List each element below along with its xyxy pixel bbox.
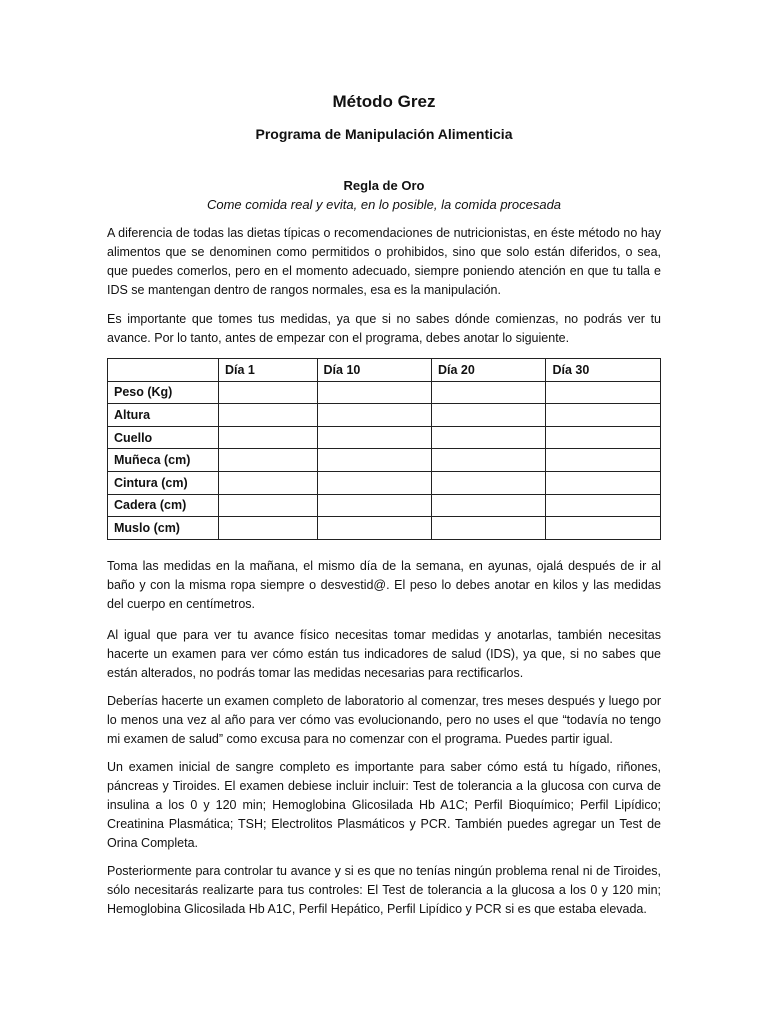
table-cell[interactable] — [219, 517, 318, 540]
table-cell[interactable] — [317, 404, 431, 427]
table-cell[interactable] — [546, 426, 661, 449]
table-cell[interactable] — [317, 381, 431, 404]
rule-title: Regla de Oro — [343, 178, 425, 193]
table-header-row — [108, 359, 661, 382]
table-cell[interactable] — [219, 404, 318, 427]
table-cell[interactable] — [546, 404, 661, 427]
measurements-table — [107, 358, 661, 540]
row-label: Peso (Kg) — [108, 381, 219, 404]
table-cell[interactable] — [432, 449, 546, 472]
table-cell[interactable] — [432, 517, 546, 540]
table-cell[interactable] — [546, 381, 661, 404]
row-label: Cintura (cm) — [108, 471, 219, 494]
table-header-cell: Día 30 — [546, 359, 661, 382]
document-title: Método Grez — [332, 92, 436, 111]
table-cell[interactable] — [432, 381, 546, 404]
table-cell[interactable] — [432, 426, 546, 449]
table-row — [108, 404, 661, 427]
table-cell[interactable] — [546, 449, 661, 472]
table-cell[interactable] — [317, 426, 431, 449]
table-row — [108, 426, 661, 449]
paragraph-instructions: Toma las medidas en la mañana, el mismo día de la semana, en ayunas, ojalá después de ir al baño y con la misma ropa siempre o desvestid@. El peso lo debes anotar en kilos y las medidas del cuerpo en centímetros. — [107, 559, 661, 611]
table-header-cell: Día 10 — [317, 359, 431, 382]
table-row — [108, 449, 661, 472]
table-cell[interactable] — [546, 471, 661, 494]
table-cell[interactable] — [219, 471, 318, 494]
table-row — [108, 471, 661, 494]
paragraph-intro: A diferencia de todas las dietas típicas o recomendaciones de nutricionistas, en éste método no hay alimentos que se denominen como permitidos o prohibidos, sino que solo están diferidos, o sea, que puedes comerlos, pero en el momento adecuado, siempre poniendo atención en que tu talla e IDS se mantengan dentro de rangos normales, esa es la manipulación. — [107, 226, 661, 297]
row-label: Cadera (cm) — [108, 494, 219, 517]
paragraph-blood-test: Un examen inicial de sangre completo es importante para saber cómo está tu hígado, riñones, páncreas y Tiroides. El examen debiese incluir incluir: Test de tolerancia a la glucosa con curva de insulina a los 0 y 120 min; Hemoglobina Glicosilada Hb A1C; Perfil Bioquímico; Perfil Lipídico; Creatinina Plasmática; TSH; Electrolitos Plasmáticos y PCR. También puedes agregar un Test de Orina Completa. — [107, 760, 661, 850]
row-label: Cuello — [108, 426, 219, 449]
table-cell[interactable] — [219, 426, 318, 449]
table-row — [108, 517, 661, 540]
row-label: Altura — [108, 404, 219, 427]
table-row — [108, 494, 661, 517]
table-cell[interactable] — [219, 494, 318, 517]
table-header-cell: Día 20 — [432, 359, 546, 382]
table-cell[interactable] — [317, 517, 431, 540]
paragraph-follow-up: Posteriormente para controlar tu avance y si es que no tenías ningún problema renal ni de Tiroides, sólo necesitarás realizarte para tus controles: El Test de tolerancia a la glucosa a los 0 y 120 min; Hemoglobina Glicosilada Hb A1C, Perfil Hepático, Perfil Lipídico y PCR si es que estaba elevada. — [107, 864, 661, 916]
table-cell[interactable] — [546, 517, 661, 540]
row-label: Muslo (cm) — [108, 517, 219, 540]
document-subtitle: Programa de Manipulación Alimenticia — [255, 126, 513, 142]
row-label: Muñeca (cm) — [108, 449, 219, 472]
rule-subtitle: Come comida real y evita, en lo posible, la comida procesada — [206, 197, 562, 212]
table-cell[interactable] — [219, 381, 318, 404]
table-cell[interactable] — [219, 449, 318, 472]
table-cell[interactable] — [317, 471, 431, 494]
table-cell[interactable] — [432, 404, 546, 427]
paragraph-health-indicators: Al igual que para ver tu avance físico necesitas tomar medidas y anotarlas, también necesitas hacerte un examen para ver cómo están tus indicadores de salud (IDS), ya que, si no sabes que están alterados, no podrás tomar las medidas necesarias para rectificarlos. — [107, 628, 661, 680]
table-row — [108, 381, 661, 404]
table-header-cell — [108, 359, 219, 382]
table-header-cell: Día 1 — [219, 359, 318, 382]
paragraph-measures: Es importante que tomes tus medidas, ya que si no sabes dónde comienzas, no podrás ver tu avance. Por lo tanto, antes de empezar con el programa, debes anotar lo siguiente. — [107, 312, 661, 345]
table-cell[interactable] — [432, 494, 546, 517]
table-cell[interactable] — [317, 494, 431, 517]
table-cell[interactable] — [317, 449, 431, 472]
paragraph-lab-exam: Deberías hacerte un examen completo de laboratorio al comenzar, tres meses después y luego por lo menos una vez al año para ver cómo vas evolucionando, pero no uses el que “todavía no tengo mi examen de salud” como excusa para no comenzar con el programa. Puedes partir igual. — [107, 694, 661, 746]
table-cell[interactable] — [546, 494, 661, 517]
table-cell[interactable] — [432, 471, 546, 494]
